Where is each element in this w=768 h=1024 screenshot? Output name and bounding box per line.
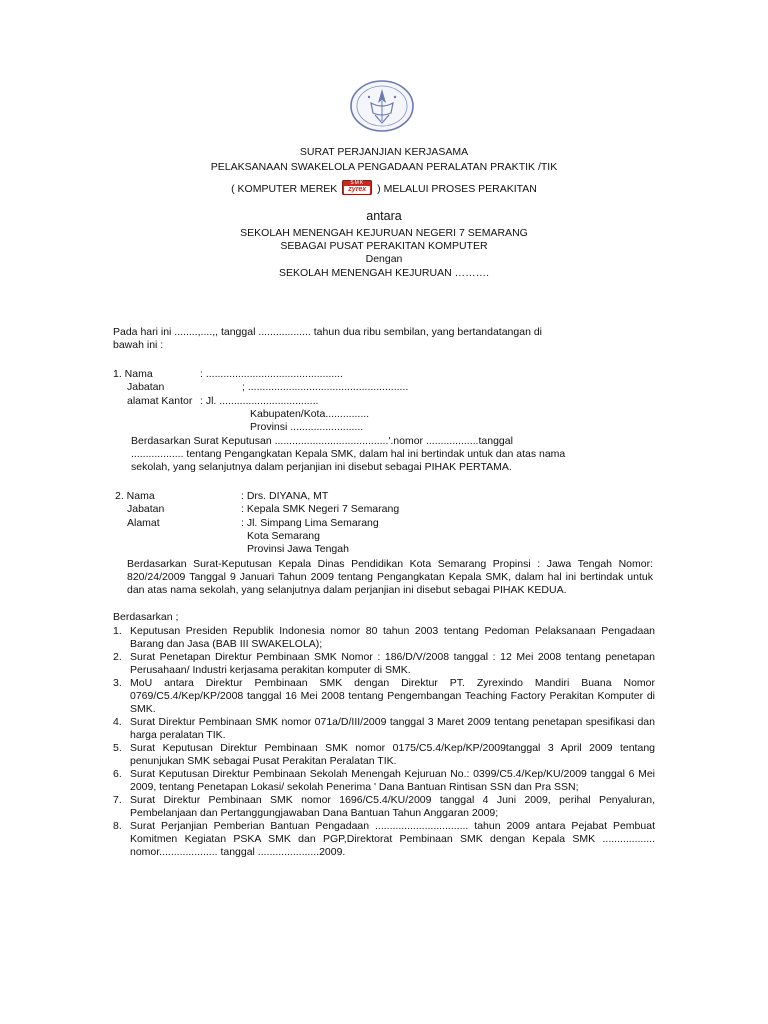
list-item: 5. Surat Keputusan Direktur Pembinaan SMK nomor 0175/C5.4/Kep/KP/2009tanggal 3 April 2009 tentang penunjukan SMK sebagai Pusat Perakitan Peralatan TIK.	[113, 742, 655, 767]
list-item: 3. MoU antara Direktur Pembinaan SMK dengan Direktur PT. Zyrexindo Mandiri Buana Nomor 0769/C5.4/Kep/KP/2008 tanggal 16 Mei 2008 tentang Pengembangan Teaching Factory Perakitan Komputer di SMK.	[113, 677, 655, 715]
pihak1-jabatan-label: Jabatan	[127, 381, 165, 393]
pihak2-nama-label: 2. Nama	[115, 490, 155, 502]
pihak2-nama-value: : Drs. DIYANA, MT	[241, 490, 329, 502]
list-item: 4. Surat Direktur Pembinaan SMK nomor 071a/D/III/2009 tanggal 3 Maret 2009 tentang penetapan spesifikasi dan harga peralatan TIK.	[113, 716, 655, 741]
pihak2-jabatan-label: Jabatan	[127, 503, 165, 515]
pihak1-dasar-line-2: .................. tentang Pengangkatan Kepala SMK, dalam hal ini bertindak untuk dan atas nama	[131, 448, 566, 460]
dengan-text: Dengan	[365, 253, 403, 265]
zyrex-brand-logo	[342, 180, 372, 195]
party1-line-1: SEKOLAH MENENGAH KEJURUAN NEGERI 7 SEMARANG	[240, 227, 528, 239]
brand-top-text: SMK	[350, 180, 365, 186]
list-item: 1. Keputusan Presiden Republik Indonesia nomor 80 tahun 2003 tentang Pedoman Pelaksanaan Pengadaan Barang dan Jasa (BAB III SWAKELOLA);	[113, 625, 655, 650]
list-item: 6. Surat Keputusan Direktur Pembinaan Sekolah Menengah Kejuruan No.: 0399/C5.4/Kep/KU/2009 tanggal 6 Mei 2009, tentang Penetapan Lokasi/ sekolah Penerima ' Dana Bantuan Rintisan SSN dan Pra SSN;	[113, 768, 655, 793]
party2-line: SEKOLAH MENENGAH KEJURUAN ……….	[278, 267, 490, 279]
party1-line-2: SEBAGAI PUSAT PERAKITAN KOMPUTER	[280, 240, 488, 252]
pihak1-dasar-line-1: Berdasarkan Surat Keputusan .......................................'.nomor ..................tanggal	[131, 435, 513, 447]
pihak1-alamat-value: : Jl. ..................................	[200, 395, 319, 407]
pihak2-provinsi: Provinsi Jawa Tengah	[247, 543, 349, 555]
pihak1-nama-value: : ...............................................	[200, 368, 343, 380]
title-line-3-after: ) MELALUI PROSES PERAKITAN	[377, 183, 537, 195]
list-item: 7. Surat Direktur Pembinaan SMK nomor 1696/C5.4/KU/2009 tanggal 4 Juni 2009, perihal Penyaluran, Pembelanjaan dan Pertanggungjawaban Dana Bantuan Tahun Anggaran 2009;	[113, 794, 655, 819]
intro-line-1: Pada hari ini ........,....,, tanggal .................. tahun dua ribu sembilan, yang bertandatangan di	[113, 326, 543, 338]
pihak1-alamat-label: alamat Kantor	[127, 395, 193, 407]
pihak1-dasar-line-3: sekolah, yang selanjutnya dalam perjanjian ini disebut sebagai PIHAK PERTAMA.	[131, 461, 512, 473]
title-line-2: PELAKSANAAN SWAKELOLA PENGADAAN PERALATAN PRAKTIK /TIK	[210, 161, 558, 173]
title-line-3	[0, 180, 768, 196]
berdasarkan-list	[113, 625, 655, 859]
title-line-3-before: ( KOMPUTER MEREK	[231, 183, 338, 195]
berdasarkan-heading: Berdasarkan ;	[113, 611, 179, 623]
pihak1-nama-label: 1. Nama	[113, 368, 153, 380]
pihak1-provinsi: Provinsi .........................	[250, 421, 364, 433]
list-item: 2. Surat Penetapan Direktur Pembinaan SMK Nomor : 186/D/V/2008 tanggal : 12 Mei 2008 tentang penetapan Perusahaan/ Industri kerjasama perakitan komputer di SMK.	[113, 651, 655, 676]
pihak2-alamat-label: Alamat	[127, 517, 160, 529]
tut-wuri-handayani-emblem-icon	[349, 79, 415, 133]
pihak2-alamat-value: : Jl. Simpang Lima Semarang	[241, 517, 379, 529]
pihak2-jabatan-value: : Kepala SMK Negeri 7 Semarang	[241, 503, 400, 515]
antara-text: antara	[366, 209, 402, 223]
pihak1-kabupaten: Kabupaten/Kota...............	[250, 408, 370, 420]
pihak2-kota: Kota Semarang	[247, 530, 320, 542]
brand-main-text: zyrex	[344, 186, 370, 194]
pihak1-jabatan-value: ; .......................................................	[242, 381, 409, 393]
intro-line-2: bawah ini :	[113, 339, 164, 351]
pihak2-dasar: Berdasarkan Surat-Keputusan Kepala Dinas Pendidikan Kota Semarang Propinsi : Jawa Tengah Nomor: 820/24/2009 Tanggal 9 Januari Tahun 2009 tentang Pengangkatan Kepala SMK, dalam hal ini bertindak untuk dan atas nama sekolah, yang selanjutnya dalam perjanjian ini disebut sebagai PIHAK KEDUA.	[127, 558, 653, 596]
list-item: 8. Surat Perjanjian Pemberian Bantuan Pengadaan ................................ tahun 2009 antara Pejabat Pembuat Komitmen Kegiatan PSKA SMK dan PGP,Direktorat Pembinaan SMK dengan Kepala SMK .................. nomor.................... tanggal .....................2009.	[113, 820, 655, 858]
title-line-1: SURAT PERJANJIAN KERJASAMA	[299, 146, 469, 158]
